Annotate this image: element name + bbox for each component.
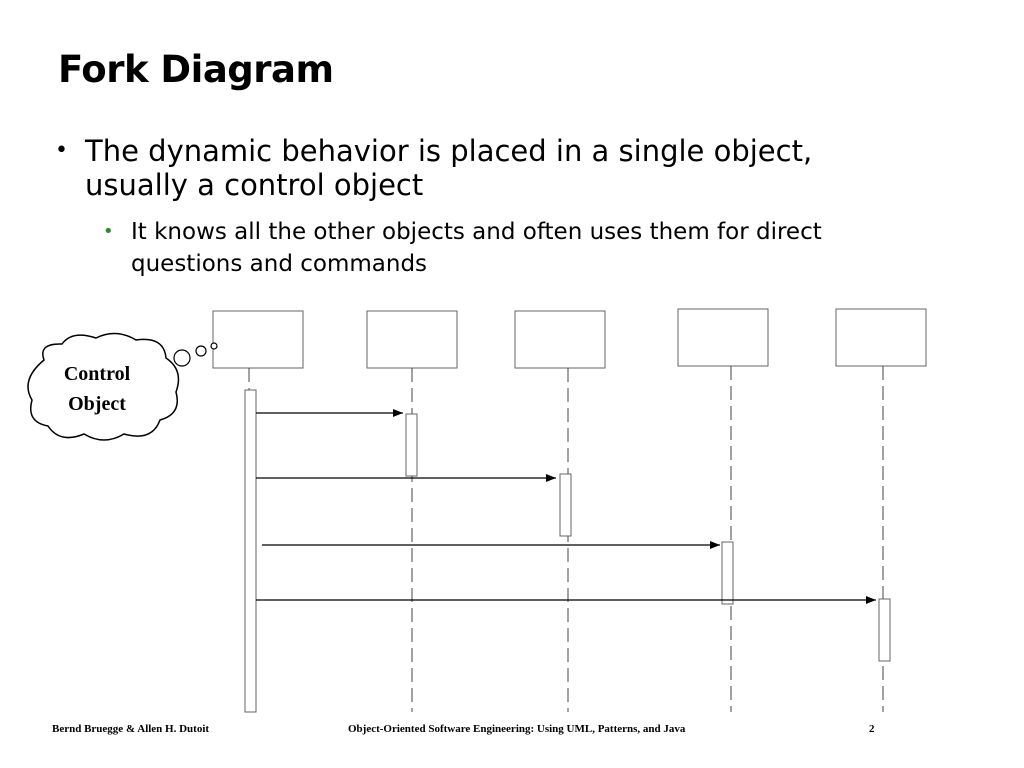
object-box-5 xyxy=(836,309,926,366)
activation-control xyxy=(245,390,256,712)
activation-2 xyxy=(406,414,417,476)
object-box-3 xyxy=(515,311,605,368)
footer-page-number: 2 xyxy=(869,723,875,735)
sub-bullet-dot-icon: • xyxy=(103,221,114,242)
bullet-dot-icon: • xyxy=(55,138,68,163)
callout-line-1: Control xyxy=(63,363,131,385)
object-box-2 xyxy=(367,311,457,368)
thought-bubble-small xyxy=(211,343,217,349)
footer-authors: Bernd Bruegge & Allen H. Dutoit xyxy=(52,723,210,735)
sub-bullet-text: It knows all the other objects and often uses them for direct questions and commands xyxy=(131,219,822,277)
bullet-text: The dynamic behavior is placed in a single object, usually a control object xyxy=(85,134,813,202)
activation-3 xyxy=(560,474,571,536)
thought-bubble-medium xyxy=(196,346,206,356)
thought-bubble-large xyxy=(174,350,190,366)
slide-title: Fork Diagram xyxy=(58,48,334,91)
cloud-shape xyxy=(28,333,178,440)
activation-4 xyxy=(722,542,733,604)
activation-5 xyxy=(879,599,890,661)
callout-line-2: Object xyxy=(68,393,126,415)
object-box-control xyxy=(213,311,303,368)
object-box-4 xyxy=(678,309,768,366)
footer-book-title: Object-Oriented Software Engineering: Using UML, Patterns, and Java xyxy=(348,723,686,735)
control-object-callout xyxy=(28,333,217,440)
